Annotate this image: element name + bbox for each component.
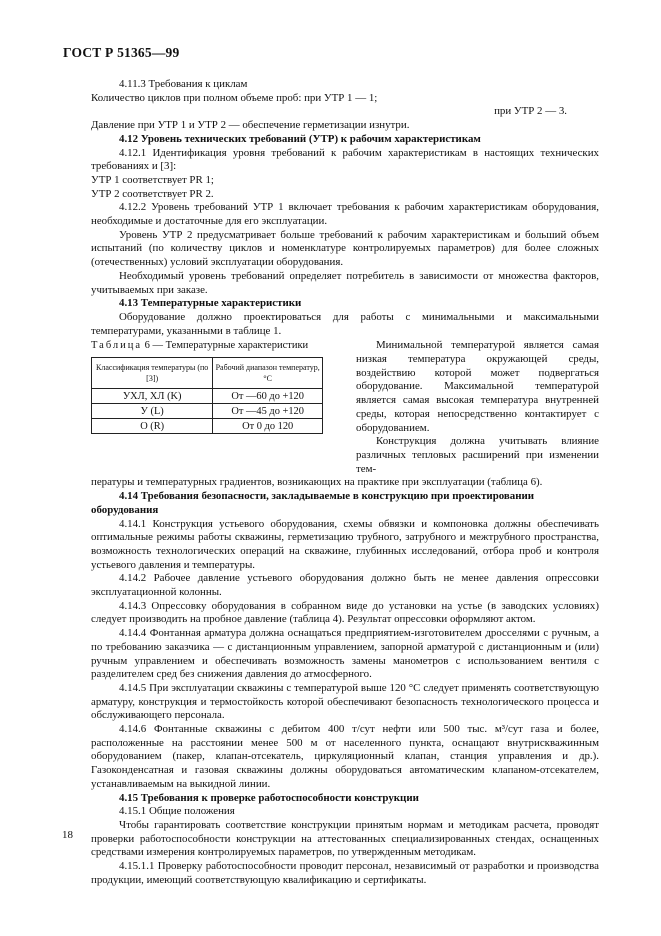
paragraph-4-12-2: 4.12.2 Уровень требований УТР 1 включает требования к рабочим характеристикам оборудования, необходимые и достаточные для его эксплуатации.: [91, 201, 599, 228]
table-cell: От —45 до +120: [213, 404, 323, 419]
table-header-range: Рабочий диапазон температур, °С: [213, 358, 323, 389]
paragraph-4-15-1-body: Чтобы гарантировать соответствие конструкции принятым нормам и методикам расчета, проводят проверки работоспособности конструкции на аттестованных специализированных стендах, оснащенных средствами измерения контролируемых параметров, по утвержденным методикам.: [91, 818, 599, 859]
table-side-text: [356, 339, 599, 476]
table-cell: У (L): [92, 404, 213, 419]
paragraph-4-14-3: 4.14.3 Опрессовку оборудования в собранном виде до установки на устье (в заводских условиях) следует производить на пробное давление (таблица 4). Результат опрессовки оформляют актом.: [91, 599, 599, 626]
table-row: [92, 389, 323, 404]
table-with-side-text: [91, 339, 599, 476]
page-number: 18: [62, 829, 73, 841]
paragraph-4-15-1-1: 4.15.1.1 Проверку работоспособности проводит персонал, независимый от разработки и производства продукции, имеющий соответствующую квалификацию и сертификаты.: [91, 860, 599, 886]
paragraph-4-14-5: 4.14.5 При эксплуатации скважины с температурой выше 120 °С следует применять соответствующую арматуру, конструкция и термостойкость которой обеспечивают безопасность технологического процесса и обслуживающего персонала.: [91, 681, 599, 722]
table-cell: O (R): [92, 419, 213, 434]
table-header-classification: Классификация температуры (по [3]): [92, 358, 213, 389]
pressure-line: Давление при УТР 1 и УТР 2 — обеспечение герметизации изнутри.: [91, 119, 410, 132]
document-body: [91, 78, 599, 887]
table-column: [91, 339, 356, 476]
table-row: [92, 419, 323, 434]
section-4-11-3-title: 4.11.3 Требования к циклам: [119, 78, 248, 90]
paragraph-min-max-temperature: Минимальной температурой является самая низкая температура окружающей среды, воздействию которой может подвергаться оборудование. Максимальной температурой является самая высокая температура внутренней среды, которая непосредственно контактирует с оборудованием.: [356, 339, 599, 434]
section-4-13-heading: 4.13 Температурные характеристики: [119, 297, 302, 310]
cycles-count-line-2: при УТР 2 — 3.: [494, 105, 567, 118]
table-caption-rest: 6 — Температурные характеристики: [142, 340, 309, 352]
paragraph-4-14-6: 4.14.6 Фонтанные скважины с дебитом 400 т/сут нефти или 500 тыс. м³/сут газа и более, расположенные на расстоянии менее 500 м от населенного пункта, оснащают внутрискважинным оборудованием (пакер, клапан-отсекатель, циркуляционный клапан, станция управления и др.). Газоконденсатная и газовая скважины должны оборудоваться автоматическим клапаном-отсекателем, устанавливаемым на выкидной линии.: [91, 723, 599, 790]
paragraph-thermal-expansion: Конструкция должна учитывать влияние различных тепловых расширений при изменении тем-: [356, 435, 599, 475]
cycles-count-line: Количество циклов при полном объеме проб: при УТР 1 — 1;: [91, 91, 378, 104]
temperature-table: [91, 357, 323, 434]
utr2-line: УТР 2 соответствует PR 2.: [91, 187, 214, 200]
paragraph-4-15-1: 4.15.1 Общие положения: [119, 805, 235, 818]
utr1-line: УТР 1 соответствует PR 1;: [91, 173, 214, 186]
section-4-12-heading: 4.12 Уровень технических требований (УТР) к рабочим характеристикам: [119, 132, 481, 145]
paragraph-4-14-4: 4.14.4 Фонтанная арматура должна оснащаться предприятием-изготовителем дросселями с ручным, а по требованию заказчика — с дистанционным управлением, запорной арматурой с дистанционным и (или) ручным управлением и обеспечивать возможность замены манометров с использованием вентиля с разделителем сред без снижения давления до атмосферного.: [91, 627, 599, 681]
paragraph-utr2: Уровень УТР 2 предусматривает больше требований к рабочим характеристикам и больший объем испытаний (по количеству циклов и номенклатуре контролируемых параметров) для более сложных (отечественных) условий эксплуатации оборудования.: [91, 228, 599, 269]
table-row: [92, 404, 323, 419]
paragraph-4-13: Оборудование должно проектироваться для работы с минимальными и максимальными температурами, указанными в таблице 1.: [91, 310, 599, 337]
table-cell: УХЛ, ХЛ (K): [92, 389, 213, 404]
table-header-row: [92, 358, 323, 389]
table-caption: [91, 339, 356, 353]
paragraph-required-level: Необходимый уровень требований определяет потребитель в зависимости от множества факторов, учитываемых при заказе.: [91, 269, 599, 296]
paragraph-4-12-1: 4.12.1 Идентификация уровня требований к рабочим характеристикам в настоящих технических требованиях и [3]:: [91, 146, 599, 173]
paragraph-4-14-1: 4.14.1 Конструкция устьевого оборудования, схемы обвязки и компоновка должны обеспечивать оптимальные режимы работы скважины, герметизацию трубного, затрубного и межтрубного пространства, возможность технологических операций на скважине, глубинных исследований, отбора проб и контроля устьевого давления и температуры.: [91, 517, 599, 571]
section-4-15-heading: 4.15 Требования к проверке работоспособности конструкции: [119, 791, 419, 804]
section-4-14-heading: 4.14 Требования безопасности, закладываемые в конструкцию при проектировании оборудования: [91, 490, 535, 516]
table-cell: От 0 до 120: [213, 419, 323, 434]
table-cell: От —60 до +120: [213, 389, 323, 404]
document-header: ГОСТ Р 51365—99: [63, 45, 180, 60]
paragraph-thermal-continuation: пературы и температурных градиентов, возникающих на практике при эксплуатации (таблица 6).: [91, 476, 543, 489]
table-caption-prefix: Таблица: [91, 340, 143, 352]
paragraph-4-14-2: 4.14.2 Рабочее давление устьевого оборудования должно быть не менее давления опрессовки эксплуатационной колонны.: [91, 572, 599, 599]
